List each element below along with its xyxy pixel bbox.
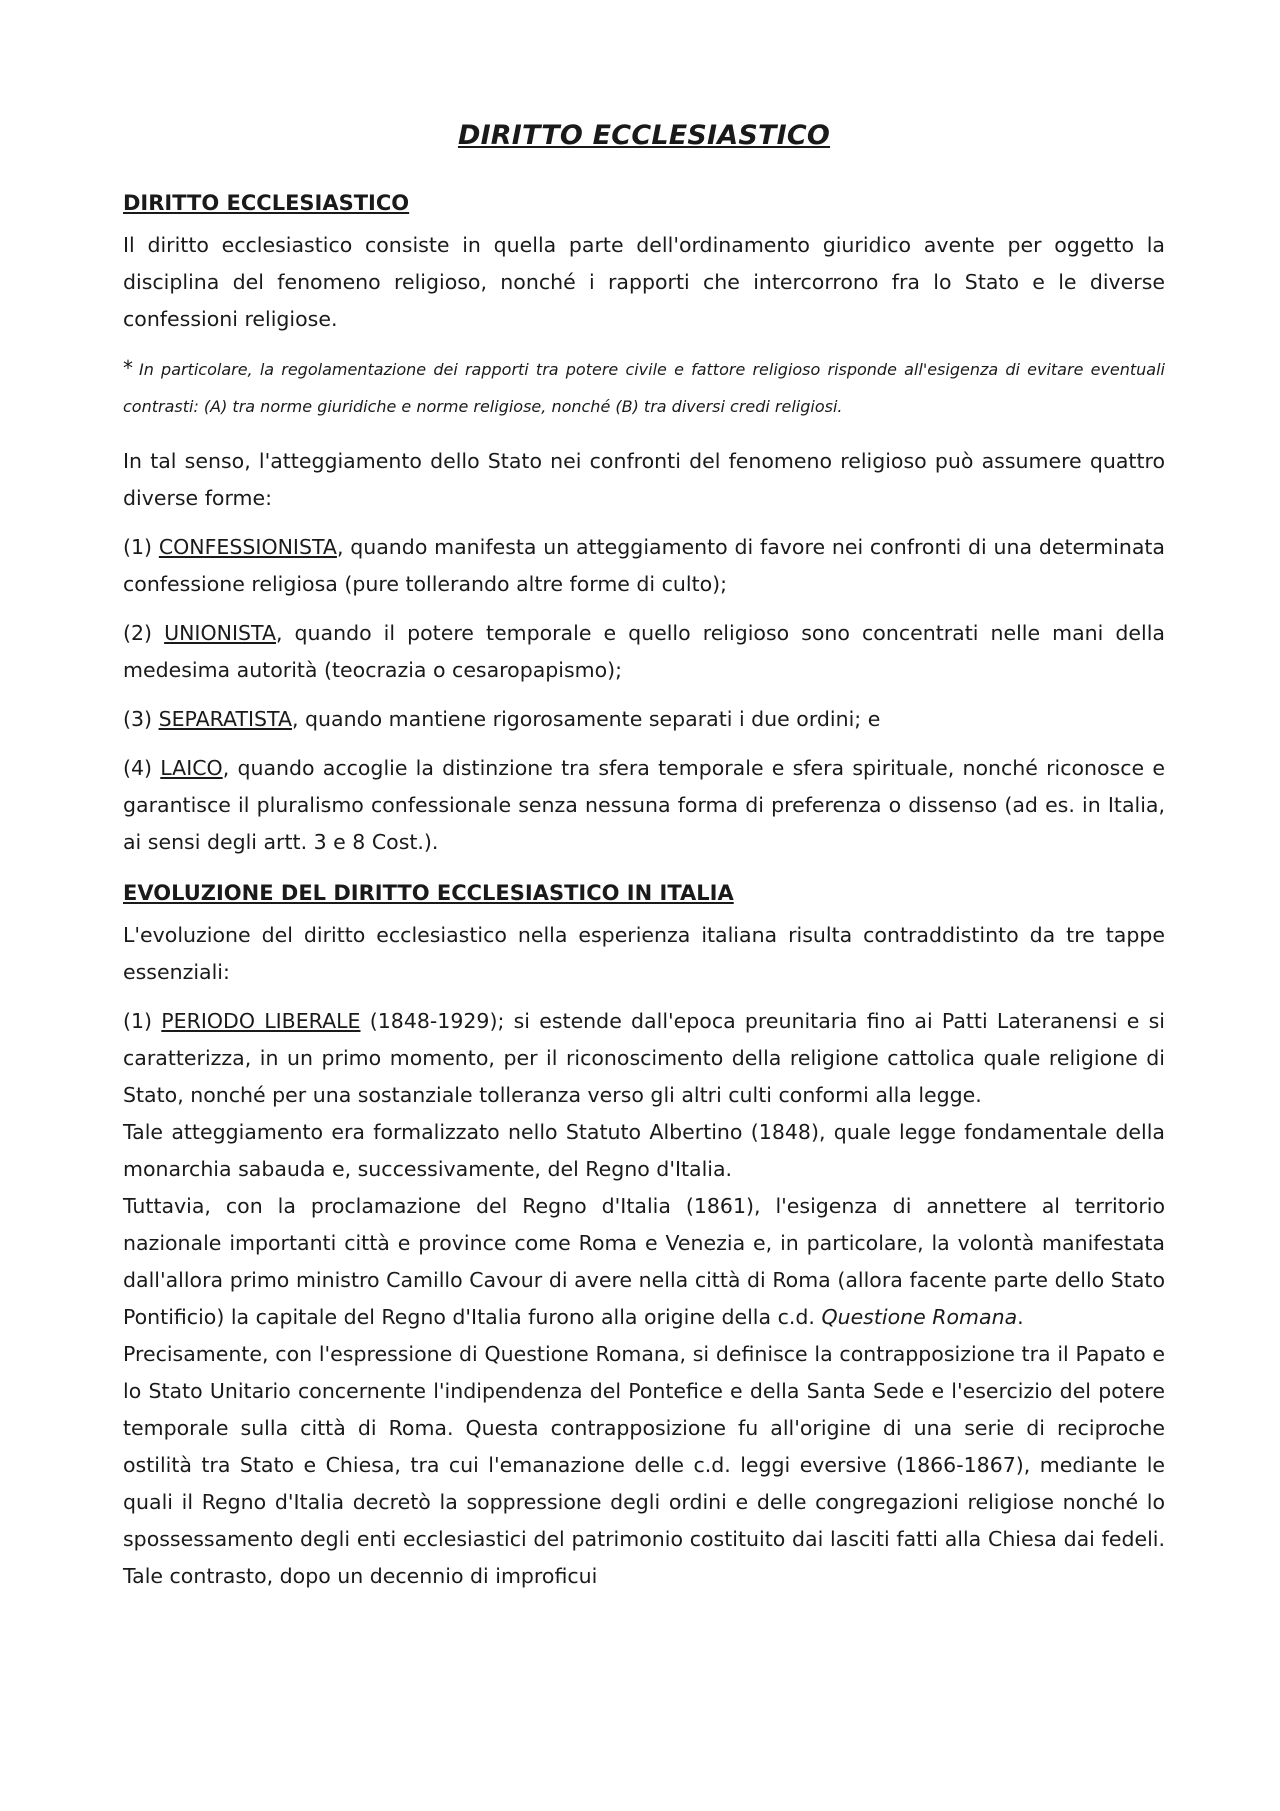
form-item-1 <box>123 529 1165 603</box>
statuto-paragraph: Tale atteggiamento era formalizzato nello Statuto Albertino (1848), quale legge fondamentale della monarchia sabauda e, successivamente, del Regno d'Italia. <box>123 1120 1165 1181</box>
tuttavia-text: Tuttavia, con la proclamazione del Regno d'Italia (1861), l'esigenza di annettere al territorio nazionale importanti città e province come Roma e Venezia e, in particolare, la volontà manifestata dall'allora primo ministro Camillo Cavour di avere nella città di Roma (allora facente parte dello Stato Pontificio) la capitale del Regno d'Italia furono alla origine della c.d. <box>123 1194 1165 1329</box>
form-text: , quando il potere temporale e quello religioso sono concentrati nelle mani della medesima autorità (teocrazia o cesaropapismo); <box>123 621 1165 682</box>
period-term: PERIODO LIBERALE <box>161 1009 361 1033</box>
form-text: , quando mantiene rigorosamente separati i due ordini; e <box>292 707 881 731</box>
form-number: (4) <box>123 756 153 780</box>
form-item-4 <box>123 750 1165 861</box>
forms-lead-paragraph: In tal senso, l'atteggiamento dello Stato nei confronti del fenomeno religioso può assumere quattro diverse forme: <box>123 449 1165 510</box>
precisamente-paragraph: Precisamente, con l'espressione di Questione Romana, si definisce la contrapposizione tra il Papato e lo Stato Unitario concernente l'indipendenza del Pontefice e della Santa Sede e l'esercizio del potere temporale sulla città di Roma. Questa contrapposizione fu all'origine di una serie di reciproche ostilità tra Stato e Chiesa, tra cui l'emanazione delle c.d. leggi eversive (1866-1867), mediante le quali il Regno d'Italia decretò la soppressione degli ordini e delle congregazioni religiose nonché lo spossessamento degli enti ecclesiastici del patrimonio costituito dai lasciti fatti alla Chiesa dai fedeli. Tale contrasto, dopo un decennio di improficui <box>123 1342 1165 1588</box>
document-title: DIRITTO ECCLESIASTICO <box>457 120 831 151</box>
tuttavia-paragraph <box>123 1188 1165 1336</box>
evolution-intro-paragraph: L'evoluzione del diritto ecclesiastico nella esperienza italiana risulta contraddistinto da tre tappe essenziali: <box>123 923 1165 984</box>
footnote-paragraph <box>123 350 1165 425</box>
form-term: UNIONISTA <box>164 621 276 645</box>
form-term: LAICO <box>160 756 223 780</box>
tuttavia-end: . <box>1017 1305 1024 1329</box>
period-number: (1) <box>123 1009 153 1033</box>
form-item-3 <box>123 701 1165 738</box>
asterisk-marker: * <box>123 356 133 380</box>
form-term: CONFESSIONISTA <box>158 535 337 559</box>
form-number: (2) <box>123 621 153 645</box>
form-text: , quando accoglie la distinzione tra sfera temporale e sfera spirituale, nonché riconosce e garantisce il pluralismo confessionale senza nessuna forma di preferenza o dissenso (ad es. in Italia, ai sensi degli artt. 3 e 8 Cost.). <box>123 756 1165 854</box>
period-text: (1848-1929); si estende dall'epoca preunitaria fino ai Patti Lateranensi e si caratterizza, in un primo momento, per il riconoscimento della religione cattolica quale religione di Stato, nonché per una sostanziale tolleranza verso gli altri culti conformi alla legge. <box>123 1009 1165 1107</box>
section-heading-diritto-ecclesiastico: DIRITTO ECCLESIASTICO <box>123 191 410 215</box>
questione-romana-italic: Questione Romana <box>821 1305 1018 1329</box>
form-item-2 <box>123 615 1165 689</box>
form-number: (3) <box>123 707 153 731</box>
form-term: SEPARATISTA <box>158 707 292 731</box>
section-heading-evoluzione: EVOLUZIONE DEL DIRITTO ECCLESIASTICO IN ITALIA <box>123 881 734 905</box>
intro-paragraph: Il diritto ecclesiastico consiste in quella parte dell'ordinamento giuridico avente per oggetto la disciplina del fenomeno religioso, nonché i rapporti che intercorrono fra lo Stato e le diverse confessioni religiose. <box>123 233 1165 331</box>
period-liberale-paragraph <box>123 1003 1165 1114</box>
form-text: , quando manifesta un atteggiamento di favore nei confronti di una determinata confessione religiosa (pure tollerando altre forme di culto); <box>123 535 1165 596</box>
footnote-text: In particolare, la regolamentazione dei rapporti tra potere civile e fattore religioso risponde all'esigenza di evitare eventuali contrasti: (A) tra norme giuridiche e norme religiose, nonché (B) tra diversi credi religiosi. <box>123 360 1165 416</box>
form-number: (1) <box>123 535 153 559</box>
document-page <box>123 120 1165 1595</box>
